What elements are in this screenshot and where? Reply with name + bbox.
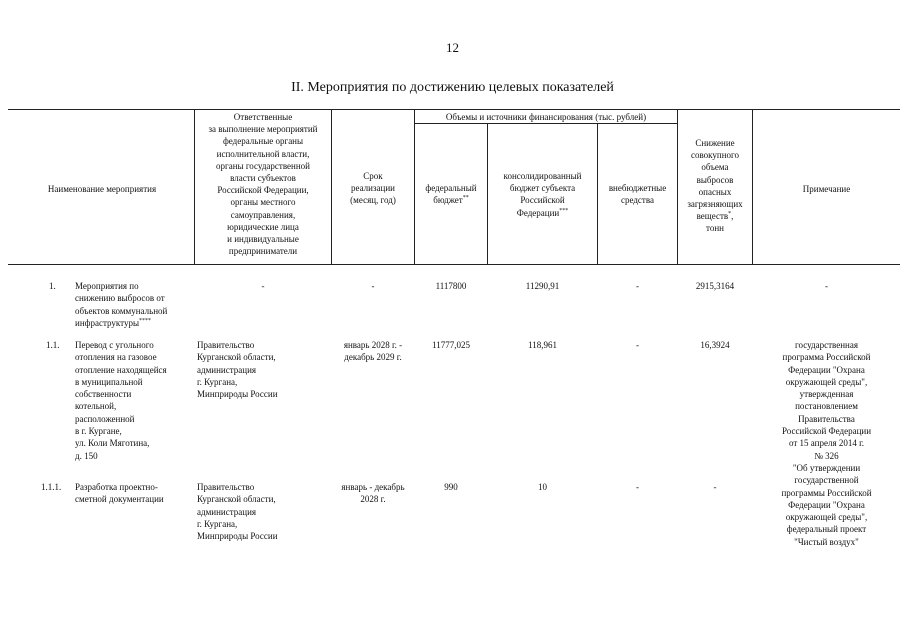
row-number: 1. [49, 281, 56, 291]
header-note: Примечание [802, 184, 851, 194]
row-note: государственная программа Российской Федерации "Охрана окружающей среды", утвержденная постановлением Правительства Российской Федерации от 15 апреля 2014 г. № 326 "Об утверждении государственной программы Российской Федерации "Охрана окружающей среды", федеральный проект "Чистый воздух" [781, 340, 872, 547]
table-header-bottom-border [8, 264, 900, 265]
section-title: II. Мероприятия по достижению целевых показателей [291, 80, 614, 95]
row-term: январь 2028 г. - декабрь 2029 г. [343, 340, 403, 363]
row-federal-budget: 990 [444, 482, 458, 492]
row-responsible: Правительство Курганской области, администрация г. Кургана, Минприроды России [197, 482, 278, 542]
row-extrabudget: - [636, 482, 639, 492]
row-name: Мероприятия по снижению выбросов от объектов коммунальной инфраструктуры**** [75, 281, 168, 328]
header-federal-budget: федеральный бюджет** [425, 183, 477, 206]
row-federal-budget: 11777,025 [432, 340, 470, 350]
table-top-border [8, 109, 900, 110]
row-note: - [825, 281, 828, 291]
row-consolidated-budget: 118,961 [528, 340, 557, 350]
row-federal-budget: 1117800 [435, 281, 467, 291]
col-divider [194, 110, 195, 264]
row-emission-reduction: - [713, 482, 717, 492]
row-consolidated-budget: 10 [538, 482, 547, 492]
header-responsible: Ответственные за выполнение мероприятий федеральные органы исполнительной власти, органы государственной власти субъектов Российской Федерации, органы местного самоуправления, юридические лица и индивидуальные предприниматели [208, 112, 318, 257]
row-number: 1.1. [46, 340, 60, 350]
header-term: Срок реализации (месяц, год) [350, 171, 396, 206]
header-financing: Объемы и источники финансирования (тыс. рублей) [445, 112, 647, 122]
row-emission-reduction: 2915,3164 [695, 281, 735, 291]
row-responsible: - [261, 281, 265, 291]
row-term: январь - декабрь 2028 г. [341, 482, 405, 505]
header-name: Наименование мероприятия [47, 184, 157, 194]
row-responsible: Правительство Курганской области, администрация г. Кургана, Минприроды России [197, 340, 278, 400]
row-emission-reduction: 16,3924 [700, 340, 730, 350]
row-name: Разработка проектно- сметной документации [75, 482, 164, 505]
row-number: 1.1.1. [41, 482, 62, 492]
page-number: 12 [446, 40, 459, 55]
row-consolidated-budget: 11290,91 [525, 281, 560, 291]
row-name: Перевод с угольного отопления на газовое отопление находящейся в муниципальной собственности котельной, расположенной в г. Кургане, ул. Коли Мяготина, д. 150 [75, 340, 167, 461]
header-extrabudget: внебюджетные средства [608, 183, 667, 206]
header-emission-reduction: Снижение совокупного объема выбросов опасных загрязняющих веществ*, тонн [687, 138, 743, 234]
row-extrabudget: - [636, 340, 639, 350]
header-consolidated-budget: консолидированный бюджет субъекта Российской Федерации*** [503, 171, 582, 218]
row-extrabudget: - [636, 281, 639, 291]
row-term: - [371, 281, 375, 291]
